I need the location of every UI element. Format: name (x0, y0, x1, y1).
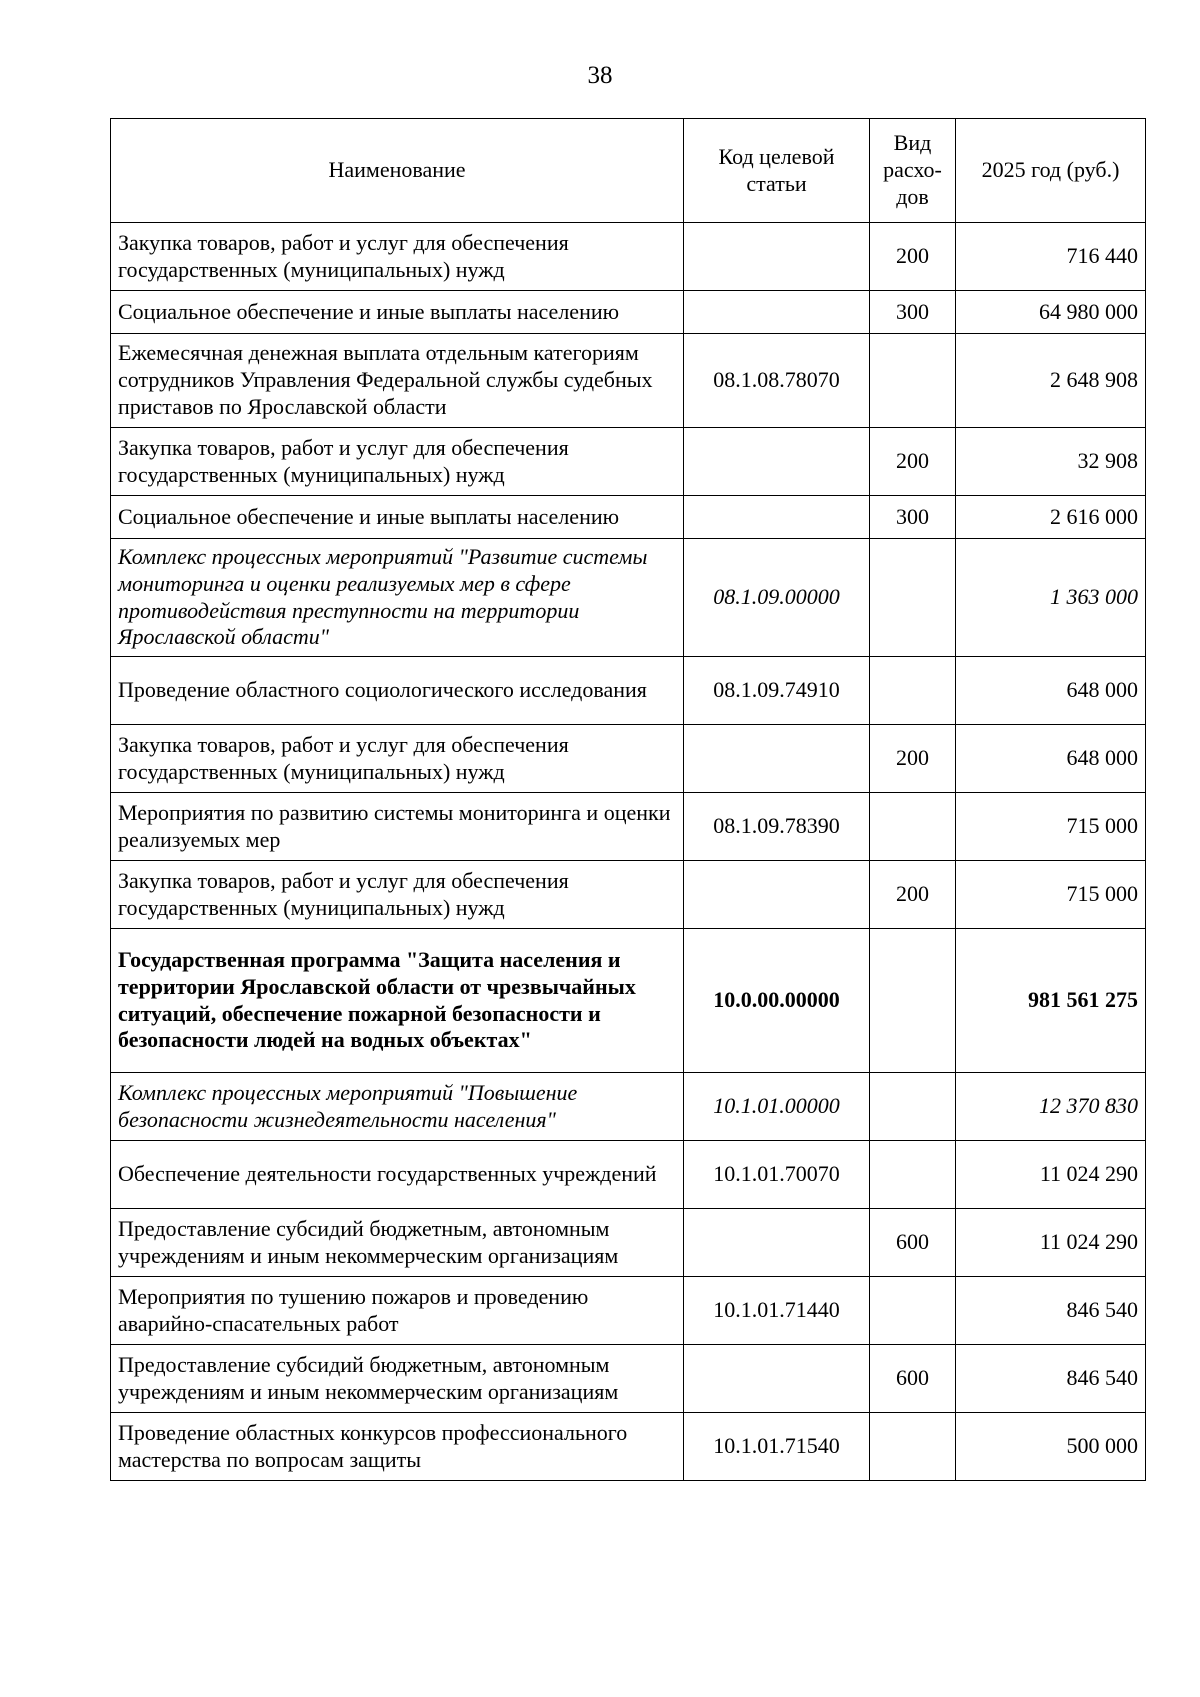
cell-type: 200 (870, 223, 956, 291)
cell-type (870, 1413, 956, 1481)
cell-name: Комплекс процессных мероприятий "Развитие системы мониторинга и оценки реализуемых мер в сфере противодействия преступности на территории Ярославской области" (111, 539, 684, 657)
cell-amount: 981 561 275 (956, 929, 1146, 1073)
cell-code: 10.0.00.00000 (684, 929, 870, 1073)
table-row (111, 496, 1146, 539)
cell-type: 300 (870, 291, 956, 334)
cell-code: 08.1.09.00000 (684, 539, 870, 657)
cell-name: Предоставление субсидий бюджетным, автономным учреждениям и иным некоммерческим организациям (111, 1345, 684, 1413)
table-header-row (111, 119, 1146, 223)
cell-code: 08.1.08.78070 (684, 334, 870, 428)
cell-amount: 12 370 830 (956, 1073, 1146, 1141)
cell-name: Мероприятия по тушению пожаров и проведению аварийно-спасательных работ (111, 1277, 684, 1345)
page-number: 38 (587, 62, 613, 89)
cell-type (870, 1277, 956, 1345)
cell-type (870, 1073, 956, 1141)
cell-name: Социальное обеспечение и иные выплаты населению (111, 291, 684, 334)
cell-amount: 715 000 (956, 793, 1146, 861)
table-row (111, 428, 1146, 496)
cell-name: Закупка товаров, работ и услуг для обеспечения государственных (муниципальных) нужд (111, 223, 684, 291)
cell-name: Мероприятия по развитию системы мониторинга и оценки реализуемых мер (111, 793, 684, 861)
cell-amount: 648 000 (956, 725, 1146, 793)
cell-name: Государственная программа "Защита населения и территории Ярославской области от чрезвычайных ситуаций, обеспечение пожарной безопасности и безопасности людей на водных объектах" (111, 929, 684, 1073)
table-row (111, 725, 1146, 793)
table-row (111, 1277, 1146, 1345)
cell-amount: 11 024 290 (956, 1209, 1146, 1277)
cell-code (684, 1345, 870, 1413)
cell-type: 600 (870, 1209, 956, 1277)
cell-type: 200 (870, 428, 956, 496)
cell-type: 200 (870, 861, 956, 929)
cell-type: 200 (870, 725, 956, 793)
table-row (111, 334, 1146, 428)
cell-code (684, 291, 870, 334)
cell-name: Проведение областных конкурсов профессионального мастерства по вопросам защиты (111, 1413, 684, 1481)
table-row (111, 223, 1146, 291)
cell-amount: 500 000 (956, 1413, 1146, 1481)
table-row (111, 1413, 1146, 1481)
cell-amount: 846 540 (956, 1277, 1146, 1345)
table-row (111, 1073, 1146, 1141)
cell-code: 10.1.01.00000 (684, 1073, 870, 1141)
cell-code (684, 496, 870, 539)
cell-name: Закупка товаров, работ и услуг для обеспечения государственных (муниципальных) нужд (111, 428, 684, 496)
cell-type: 600 (870, 1345, 956, 1413)
table-body (111, 223, 1146, 1481)
table-row (111, 861, 1146, 929)
cell-code (684, 725, 870, 793)
table-row (111, 929, 1146, 1073)
cell-name: Закупка товаров, работ и услуг для обеспечения государственных (муниципальных) нужд (111, 861, 684, 929)
table-row (111, 539, 1146, 657)
cell-amount: 2 648 908 (956, 334, 1146, 428)
table-row (111, 1345, 1146, 1413)
cell-type (870, 793, 956, 861)
cell-name: Обеспечение деятельности государственных учреждений (111, 1141, 684, 1209)
cell-code: 10.1.01.71440 (684, 1277, 870, 1345)
cell-type (870, 334, 956, 428)
cell-code (684, 428, 870, 496)
table-row (111, 657, 1146, 725)
header-name: Наименование (111, 119, 684, 223)
cell-code: 08.1.09.78390 (684, 793, 870, 861)
cell-amount: 715 000 (956, 861, 1146, 929)
cell-amount: 648 000 (956, 657, 1146, 725)
cell-type (870, 1141, 956, 1209)
table-row (111, 291, 1146, 334)
cell-name: Проведение областного социологического исследования (111, 657, 684, 725)
cell-type (870, 657, 956, 725)
table-row (111, 1209, 1146, 1277)
cell-code: 08.1.09.74910 (684, 657, 870, 725)
cell-name: Социальное обеспечение и иные выплаты населению (111, 496, 684, 539)
cell-amount: 64 980 000 (956, 291, 1146, 334)
cell-name: Ежемесячная денежная выплата отдельным категориям сотрудников Управления Федеральной службы судебных приставов по Ярославской области (111, 334, 684, 428)
cell-type: 300 (870, 496, 956, 539)
cell-name: Комплекс процессных мероприятий "Повышение безопасности жизнедеятельности населения" (111, 1073, 684, 1141)
table-row (111, 793, 1146, 861)
cell-name: Закупка товаров, работ и услуг для обеспечения государственных (муниципальных) нужд (111, 725, 684, 793)
cell-code (684, 861, 870, 929)
cell-type (870, 929, 956, 1073)
budget-table (110, 118, 1146, 1481)
cell-code (684, 1209, 870, 1277)
header-type: Вид расхо-дов (870, 119, 956, 223)
header-amount: 2025 год (руб.) (956, 119, 1146, 223)
cell-amount: 32 908 (956, 428, 1146, 496)
cell-amount: 846 540 (956, 1345, 1146, 1413)
cell-name: Предоставление субсидий бюджетным, автономным учреждениям и иным некоммерческим организациям (111, 1209, 684, 1277)
cell-type (870, 539, 956, 657)
table-row (111, 1141, 1146, 1209)
cell-code: 10.1.01.71540 (684, 1413, 870, 1481)
cell-code: 10.1.01.70070 (684, 1141, 870, 1209)
cell-amount: 716 440 (956, 223, 1146, 291)
cell-code (684, 223, 870, 291)
header-code: Код целевой статьи (684, 119, 870, 223)
cell-amount: 2 616 000 (956, 496, 1146, 539)
cell-amount: 1 363 000 (956, 539, 1146, 657)
cell-amount: 11 024 290 (956, 1141, 1146, 1209)
